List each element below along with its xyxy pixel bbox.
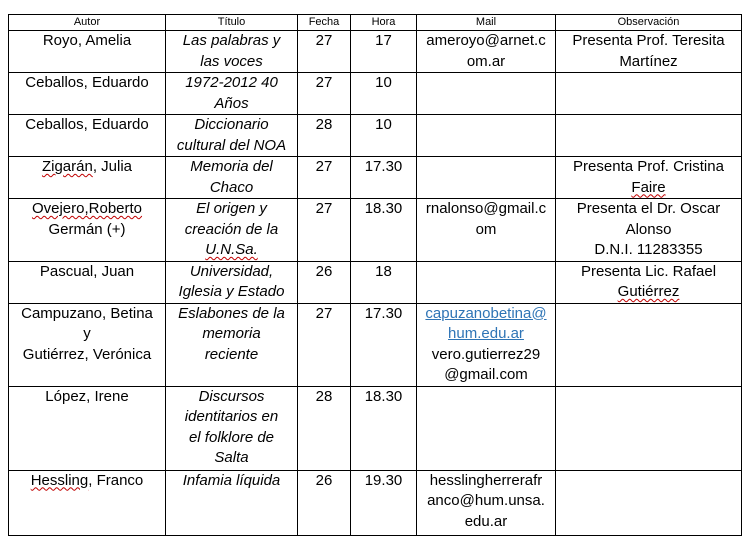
autor-cell-line: Zigarán, Julia (41, 158, 133, 175)
observacion-cell (556, 261, 742, 303)
hora-cell: 17.30 (351, 157, 417, 199)
fecha-cell: 27 (298, 157, 351, 199)
mail-cell-line: edu.ar (464, 512, 508, 530)
autor-cell-line: Gutiérrez, Verónica (22, 345, 152, 363)
observacion-cell (556, 157, 742, 199)
titulo-cell-line: identitarios en (184, 408, 279, 425)
titulo-cell-line: Salta (214, 449, 249, 466)
table-row (9, 157, 742, 199)
observacion-cell-line: Martínez (619, 52, 678, 70)
mail-cell (417, 31, 556, 73)
hora-cell: 17.30 (351, 303, 417, 386)
header-mail: Mail (417, 15, 556, 31)
hora-cell: 17 (351, 31, 417, 73)
titulo-cell-line: Las palabras y (182, 32, 281, 49)
titulo-cell-line: reciente (204, 345, 259, 363)
titulo-cell (166, 470, 298, 535)
titulo-cell-line: Chaco (209, 178, 254, 196)
mail-cell (417, 199, 556, 262)
autor-cell-line: Ceballos, Eduardo (25, 116, 149, 133)
mail-link[interactable]: capuzanobetina@ (425, 304, 547, 322)
observacion-cell-line: D.N.I. 11283355 (594, 241, 703, 258)
header-observacion: Observación (556, 15, 742, 31)
fecha-cell: 27 (298, 303, 351, 386)
mail-cell-line: anco@hum.unsa. (427, 492, 545, 509)
hora-cell: 18.30 (351, 199, 417, 262)
table-row (9, 31, 742, 73)
autor-cell-line: Ceballos, Eduardo (25, 74, 149, 91)
observacion-cell (556, 386, 742, 470)
mail-cell (417, 115, 556, 157)
hora-cell: 19.30 (351, 470, 417, 535)
titulo-cell-line: Universidad, (189, 262, 274, 280)
titulo-cell (166, 386, 298, 470)
header-autor: Autor (9, 15, 166, 31)
mail-cell (417, 303, 556, 386)
mail-cell-line: om.ar (466, 52, 506, 70)
hora-cell: 18.30 (351, 386, 417, 470)
mail-cell-line: rnalonso@gmail.c (425, 200, 547, 217)
observacion-cell (556, 115, 742, 157)
hora-cell: 18 (351, 261, 417, 303)
fecha-cell: 28 (298, 386, 351, 470)
autor-cell-line: Campuzano, Betina (21, 304, 153, 322)
observacion-cell-line: Presenta Lic. Rafael (580, 262, 717, 280)
autor-cell (9, 386, 166, 470)
titulo-cell-line: Años (214, 94, 249, 112)
autor-cell (9, 73, 166, 115)
mail-cell-line: hesslingherrerafr (429, 471, 543, 489)
titulo-cell (166, 115, 298, 157)
titulo-cell-line: las voces (200, 52, 263, 70)
fecha-cell: 27 (298, 31, 351, 73)
fecha-cell: 26 (298, 470, 351, 535)
autor-cell-line: y (83, 325, 91, 342)
table-row (9, 115, 742, 157)
table-row (9, 386, 742, 470)
header-titulo: Título (166, 15, 298, 31)
table-row (9, 470, 742, 535)
titulo-cell-line: el folklore de (188, 428, 275, 446)
observacion-cell (556, 470, 742, 535)
header-hora: Hora (351, 15, 417, 31)
titulo-cell-line: memoria (202, 325, 261, 342)
mail-cell (417, 386, 556, 470)
observacion-cell (556, 73, 742, 115)
autor-cell (9, 199, 166, 262)
schedule-table (8, 14, 742, 536)
observacion-cell-line: Presenta Prof. Teresita (572, 32, 725, 49)
titulo-cell-line: Memoria del (190, 158, 273, 175)
autor-cell-line: Royo, Amelia (42, 32, 132, 49)
titulo-cell-line: Iglesia y Estado (178, 283, 285, 300)
hora-cell: 10 (351, 115, 417, 157)
autor-cell-line: Ovejero,Roberto (31, 200, 143, 217)
mail-cell (417, 157, 556, 199)
observacion-cell (556, 199, 742, 262)
autor-cell (9, 261, 166, 303)
titulo-cell (166, 303, 298, 386)
titulo-cell (166, 261, 298, 303)
autor-cell-line: López, Irene (45, 387, 129, 405)
autor-cell (9, 31, 166, 73)
titulo-cell-line: Discursos (198, 387, 265, 405)
autor-cell-line: Germán (+) (48, 220, 126, 238)
observacion-cell-line: Gutiérrez (617, 283, 680, 300)
titulo-cell-line: U.N.Sa. (205, 241, 258, 258)
titulo-cell-line: Infamia líquida (182, 471, 281, 489)
autor-cell (9, 470, 166, 535)
fecha-cell: 27 (298, 73, 351, 115)
observacion-cell (556, 303, 742, 386)
hora-cell: 10 (351, 73, 417, 115)
mail-cell (417, 261, 556, 303)
titulo-cell (166, 31, 298, 73)
titulo-cell-line: 1972-2012 40 (185, 74, 278, 91)
observacion-cell (556, 31, 742, 73)
table-row (9, 73, 742, 115)
header-row (9, 15, 742, 31)
titulo-cell-line: Diccionario (194, 116, 269, 133)
table-row (9, 303, 742, 386)
mail-cell-line: ameroyo@arnet.c (426, 32, 546, 49)
mail-cell-line: vero.gutierrez29 (431, 345, 541, 363)
observacion-cell-line: Alonso (625, 220, 672, 238)
titulo-cell-line: creación de la (184, 220, 279, 238)
fecha-cell: 26 (298, 261, 351, 303)
mail-cell (417, 470, 556, 535)
titulo-cell-line: Eslabones de la (178, 304, 285, 322)
titulo-cell (166, 199, 298, 262)
fecha-cell: 27 (298, 199, 351, 262)
mail-cell-line: @gmail.com (444, 366, 528, 383)
titulo-cell-line: El origen y (196, 200, 267, 217)
table-row (9, 261, 742, 303)
autor-cell (9, 115, 166, 157)
titulo-cell (166, 73, 298, 115)
mail-link[interactable]: hum.edu.ar (448, 325, 524, 342)
observacion-cell-line: Presenta Prof. Cristina (573, 158, 724, 175)
table-row (9, 199, 742, 262)
fecha-cell: 28 (298, 115, 351, 157)
titulo-cell (166, 157, 298, 199)
observacion-cell-line: Faire (631, 178, 666, 196)
mail-cell-line: om (475, 220, 497, 238)
mail-cell (417, 73, 556, 115)
autor-cell (9, 303, 166, 386)
observacion-cell-line: Presenta el Dr. Oscar (576, 200, 721, 217)
autor-cell-line: Pascual, Juan (39, 262, 135, 280)
header-fecha: Fecha (298, 15, 351, 31)
autor-cell (9, 157, 166, 199)
autor-cell-line: Hessling, Franco (30, 471, 144, 489)
titulo-cell-line: cultural del NOA (176, 136, 287, 154)
